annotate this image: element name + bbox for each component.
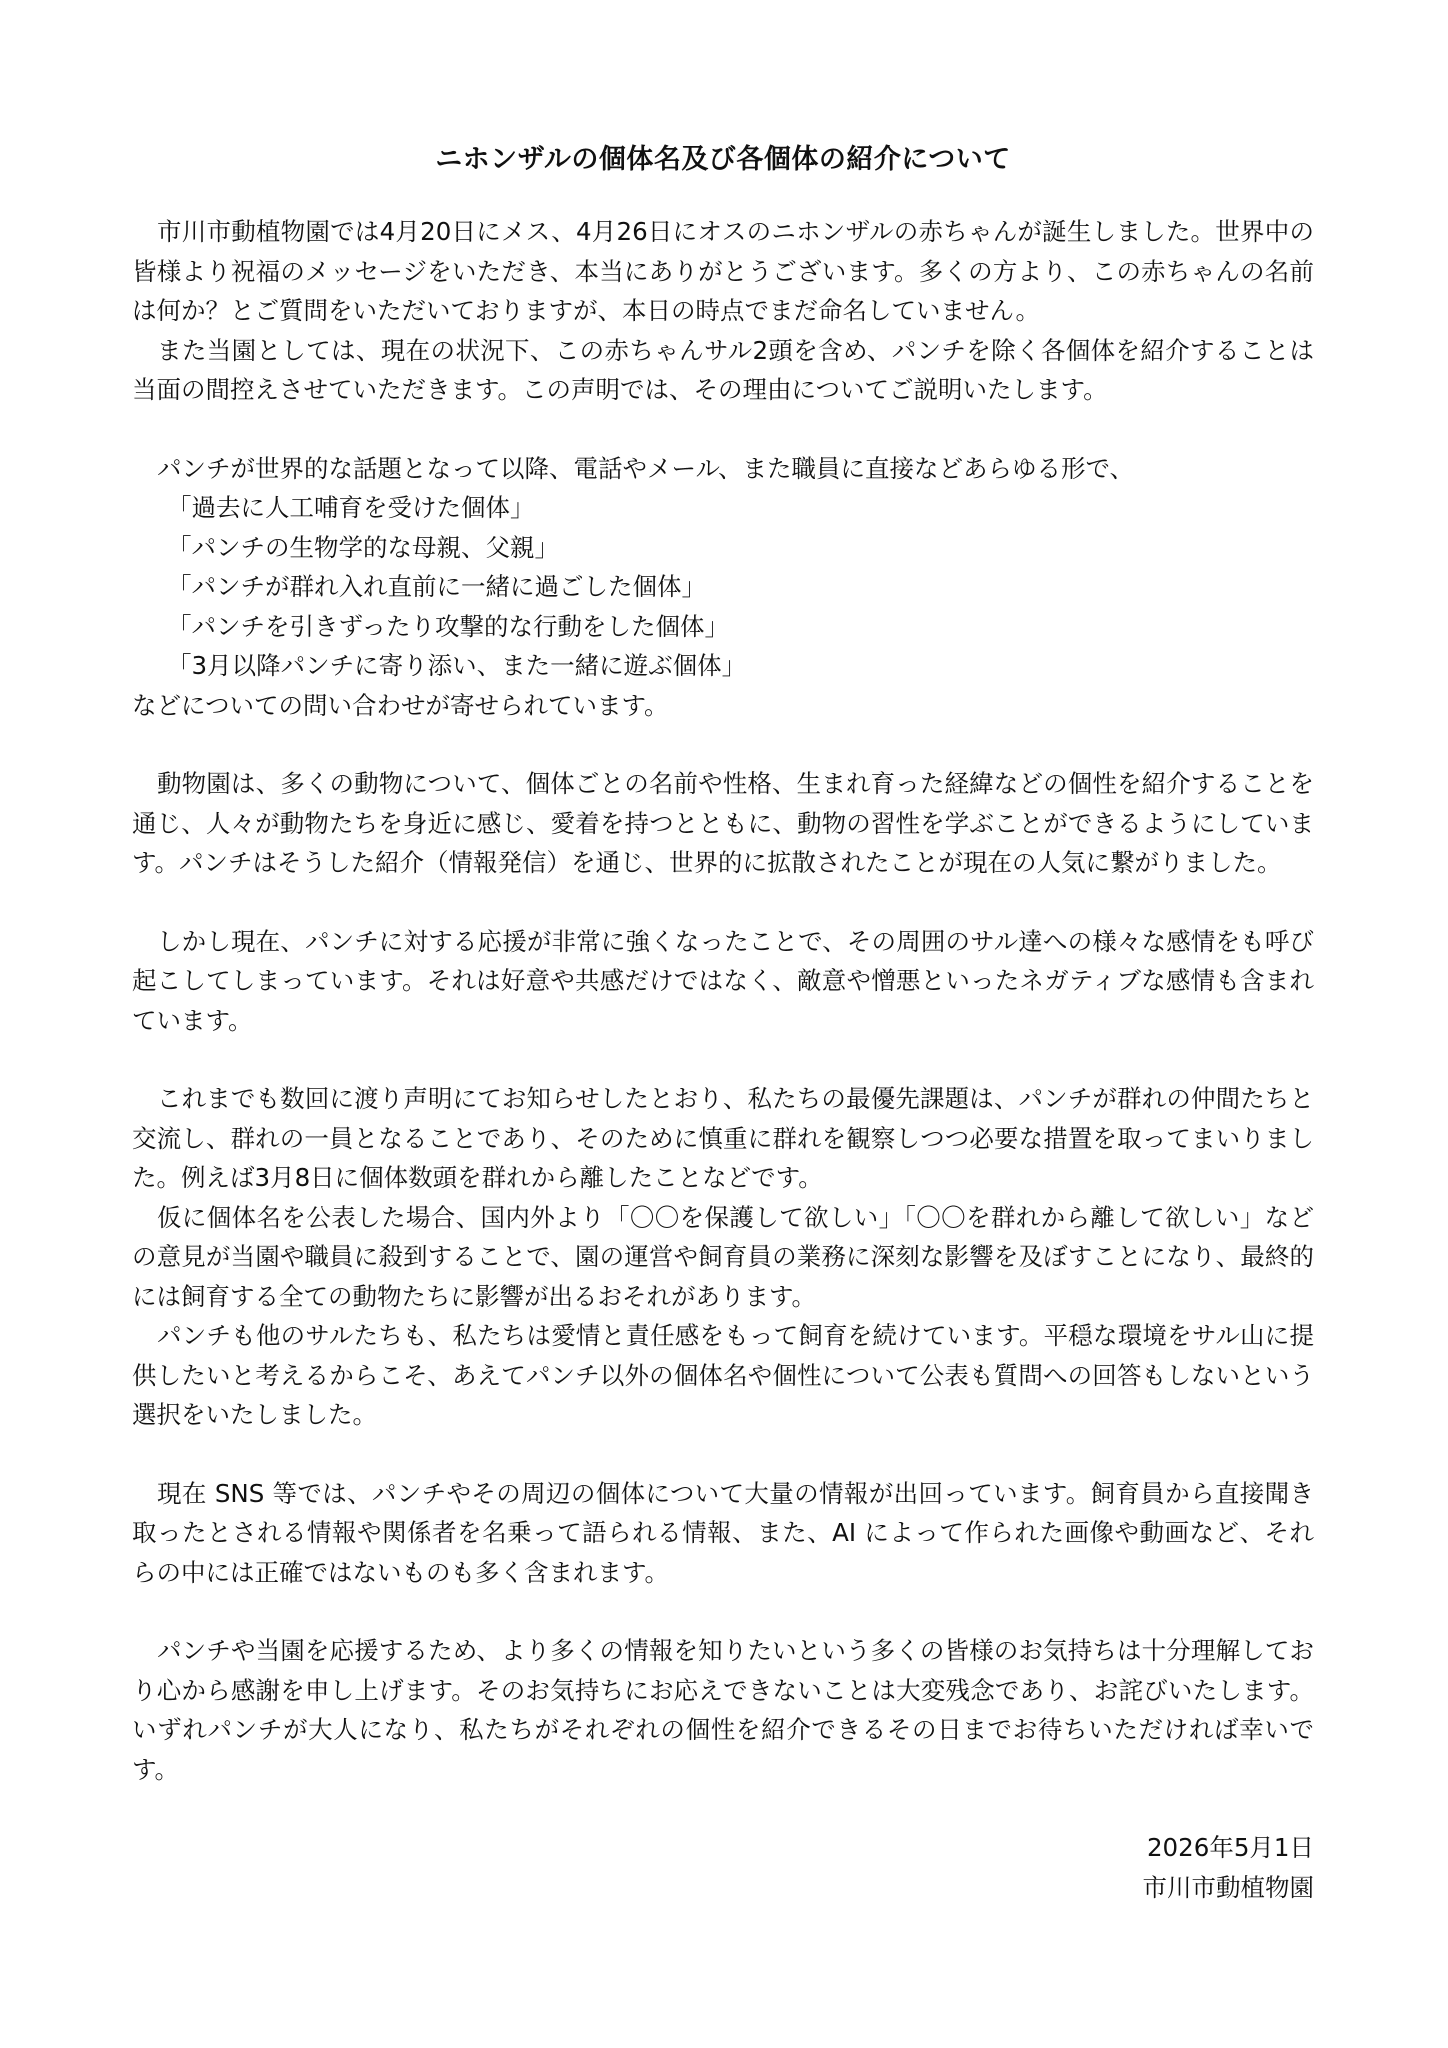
inquiry-item: 「過去に人工哺育を受けた個体」 (167, 493, 535, 522)
paragraph-gap (132, 725, 1314, 764)
issuer-name: 市川市動植物園 (1142, 1872, 1314, 1902)
closing-paragraph: パンチや当園を応援するため、より多くの情報を知りたいという多くの皆様のお気持ちは十分理解しており心から感謝を申し上げます。そのお気持ちにお応えできないことは大変残念であり、お詫びいたします。いずれパンチが大人になり、私たちがそれぞれの個性を紹介できるその日までお待ちいただければ幸いです。 (132, 1636, 1314, 1784)
current-situation-paragraph: しかし現在、パンチに対する応援が非常に強くなったことで、その周囲のサル達への様々な感情をも呼び起こしてしまっています。それは好意や共感だけではなく、敵意や憎悪といったネガティブな感情も含まれています。 (132, 926, 1314, 1035)
priorities-paragraph-1: これまでも数回に渡り声明にてお知らせしたとおり、私たちの最優先課題は、パンチが群れの仲間たちと交流し、群れの一員となることであり、そのために慎重に群れを観察しつつ必要な措置を取ってまいりました。例えば3月8日に個体数頭を群れから離したことなどです。 (132, 1084, 1314, 1192)
issue-date: 2026年5月1日 (1146, 1833, 1314, 1862)
paragraph-gap (132, 1040, 1314, 1079)
paragraph-gap (132, 410, 1314, 449)
inquiry-item: 「パンチを引きずったり攻撃的な行動をした個体」 (167, 611, 730, 641)
paragraph-gap (132, 1592, 1314, 1631)
zoo-role-paragraph: 動物園は、多くの動物について、個体ごとの名前や性格、生まれ育った経緯などの個性を紹介することを通じ、人々が動物たちを身近に感じ、愛着を持つとともに、動物の習性を学ぶことができるようにしています。パンチはそうした紹介（情報発信）を通じ、世界的に拡散されたことが現在の人気に繋がりました。 (132, 769, 1314, 877)
inquiry-item: 「パンチが群れ入れ直前に一緒に過ごした個体」 (167, 572, 706, 601)
signature-block (132, 1828, 1314, 1907)
inquiry-lead: パンチが世界的な話題となって以降、電話やメール、また職員に直接などあらゆる形で、 (157, 453, 1135, 483)
inquiry-tail: などについての問い合わせが寄せられています。 (132, 690, 669, 720)
inquiry-item: 「パンチの生物学的な母親、父親」 (167, 532, 559, 562)
priorities-paragraph-3: パンチも他のサルたちも、私たちは愛情と責任感をもって飼育を続けています。平穏な環境をサル山に提供したいと考えるからこそ、あえてパンチ以外の個体名や個性について公表も質問への回答もしないという選択をいたしました。 (132, 1321, 1314, 1429)
document-title: ニホンザルの個体名及び各個体の紹介について (435, 144, 1011, 175)
priorities-paragraph-2: 仮に個体名を公表した場合、国内外より「〇〇を保護して欲しい」「〇〇を群れから離して欲しい」などの意見が当園や職員に殺到することで、園の運営や飼育員の業務に深刻な影響を及ぼすことになり、最終的には飼育する全ての動物たちに影響が出るおそれがあります。 (132, 1202, 1314, 1311)
paragraph-gap (132, 1435, 1314, 1474)
intro-paragraph-1: 市川市動植物園では4月20日にメス、4月26日にオスのニホンザルの赤ちゃんが誕生しました。世界中の皆様より祝福のメッセージをいただき、本当にありがとうございます。多くの方より、この赤ちゃんの名前は何か？とご質問をいただいておりますが、本日の時点でまだ命名していません。 (132, 217, 1314, 325)
paragraph-gap (132, 883, 1314, 922)
sns-warning-paragraph: 現在 SNS 等では、パンチやその周辺の個体について大量の情報が出回っています。飼育員から直接聞き取ったとされる情報や関係者を名乗って語られる情報、また、AI によって作られた画像や動画など、それらの中には正確ではないものも多く含まれます。 (132, 1478, 1314, 1587)
intro-paragraph-2: また当園としては、現在の状況下、この赤ちゃんサル2頭を含め、パンチを除く各個体を紹介することは当面の間控えさせていただきます。この声明では、その理由についてご説明いたします。 (132, 335, 1314, 404)
inquiry-list (132, 488, 1314, 686)
inquiry-item: 「3月以降パンチに寄り添い、また一緒に遊ぶ個体」 (167, 651, 747, 680)
